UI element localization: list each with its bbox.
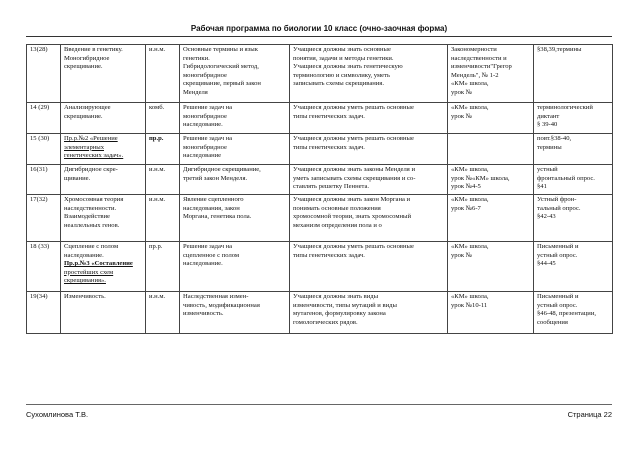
- cell-line: наследование: [183, 152, 222, 160]
- cell-type: [146, 165, 180, 195]
- cell-line: моногибридное: [183, 71, 227, 79]
- cell-line: Письменный и: [537, 243, 579, 250]
- cell-text: 18 (33): [30, 243, 50, 250]
- cell-line: щивание.: [64, 174, 91, 182]
- cell-concepts: [180, 103, 290, 134]
- cell-num: [27, 134, 61, 165]
- cell-topic: [61, 45, 146, 103]
- cell-line: урок №: [451, 112, 473, 120]
- cell-line: Моргана, генетика пола.: [183, 213, 252, 221]
- page-header-title: Рабочая программа по биологии 10 класс (очно-заочная форма): [190, 24, 448, 33]
- cell-line: изменчивости, типы мутаций и виды: [293, 301, 397, 309]
- cell-line: термины: [537, 143, 562, 151]
- cell-text: 15 (30): [30, 135, 50, 142]
- cell-concepts: [180, 134, 290, 165]
- cell-line: Гибридологический метод,: [183, 63, 259, 71]
- cell-line: Анализирующее: [64, 104, 111, 111]
- cell-line: Решение задач на: [183, 104, 233, 111]
- cell-line: понятия, задачи и методы генетики.: [293, 54, 394, 62]
- cell-line: Учащиеся должны уметь решать основные: [293, 243, 414, 250]
- cell-type: [146, 242, 180, 292]
- table-row: [27, 134, 613, 165]
- cell-line: типы генетических задач.: [293, 112, 365, 120]
- cell-line: Учащиеся должны уметь решать основные: [293, 135, 414, 142]
- cell-num: [27, 292, 61, 334]
- cell-line: Учащиеся должны уметь решать основные: [293, 104, 414, 111]
- cell-line: уметь записывать схемы скрещивания и со-: [293, 174, 416, 182]
- cell-form: [448, 134, 534, 165]
- cell-line: устный: [537, 166, 558, 173]
- cell-line: терминологический: [537, 104, 593, 111]
- cell-line: мутагенов, формулировку закона: [293, 310, 386, 318]
- cell-line: моногибридное: [183, 112, 227, 120]
- cell-type: [146, 292, 180, 334]
- cell-line: Явление сцепленного: [183, 196, 244, 203]
- cell-line: записывать схемы скрещивания.: [293, 80, 384, 88]
- cell-text: 13(28): [30, 46, 48, 53]
- cell-line: § 39-40: [537, 121, 558, 129]
- cell-line: изменчивости"Грегор: [451, 63, 512, 71]
- cell-line: Закономерности: [451, 46, 497, 53]
- cell-line: скрещивание.: [64, 63, 103, 71]
- cell-line: Учащиеся должны знать закон Моргана и: [293, 196, 411, 203]
- cell-line: §42-43: [537, 213, 556, 221]
- cell-line: Взаимодействие: [64, 213, 110, 221]
- cell-line: Дигибридное скре-: [64, 166, 118, 173]
- cell-line: «КМ» школа,: [451, 243, 489, 250]
- cell-line: Хромосомная теория: [64, 196, 124, 203]
- cell-hw: [534, 195, 613, 242]
- cell-text: и.н.м.: [149, 293, 166, 300]
- cell-line: наследование.: [183, 121, 223, 129]
- cell-line: наследование.: [183, 260, 223, 268]
- cell-form: [448, 195, 534, 242]
- footer-author: Сухомлинова Т.В.: [26, 410, 89, 419]
- cell-reqs: [290, 195, 448, 242]
- cell-reqs: [290, 134, 448, 165]
- cell-hw: [534, 242, 613, 292]
- cell-line: типы генетических задач.: [293, 251, 365, 259]
- cell-line: моногибридное: [183, 143, 227, 151]
- cell-text: 17(32): [30, 196, 48, 203]
- cell-line: фронтальный опрос.: [537, 174, 595, 182]
- cell-line: гомологических рядов.: [293, 318, 358, 326]
- cell-text: комб.: [149, 104, 165, 111]
- cell-line: Учащиеся должны знать генетическую: [293, 63, 403, 71]
- cell-line: §41: [537, 183, 547, 191]
- cell-line: хромосомной теории, знать хромосомный: [293, 213, 412, 221]
- cell-form: [448, 103, 534, 134]
- cell-text: и.н.м.: [149, 196, 166, 203]
- cell-text: пр.р.: [149, 135, 164, 142]
- cell-topic: [61, 242, 146, 292]
- cell-line: Устный фрон-: [537, 196, 577, 203]
- cell-hw: [534, 134, 613, 165]
- cell-num: [27, 242, 61, 292]
- cell-concepts: [180, 45, 290, 103]
- cell-topic: [61, 134, 146, 165]
- cell-reqs: [290, 45, 448, 103]
- cell-hw: [534, 292, 613, 334]
- cell-line: устный опрос.: [537, 301, 578, 309]
- cell-line: тальный опрос.: [537, 204, 581, 212]
- cell-line: §44-45: [537, 260, 556, 268]
- cell-line: урок №: [451, 251, 473, 259]
- cell-hw: [534, 45, 613, 103]
- cell-form: [448, 292, 534, 334]
- cell-line: скрещивание.: [64, 112, 103, 120]
- cell-line: «КМ» школа,: [451, 293, 489, 300]
- cell-line: Менделя: [183, 88, 208, 96]
- cell-line: типы генетических задач.: [293, 143, 365, 151]
- cell-form: [448, 165, 534, 195]
- cell-line: урок №: [451, 88, 473, 96]
- cell-reqs: [290, 292, 448, 334]
- cell-concepts: [180, 165, 290, 195]
- cell-line: наследование.: [64, 251, 104, 259]
- cell-concepts: [180, 242, 290, 292]
- cell-line: простейших схем: [64, 268, 114, 276]
- cell-line: понимать основные положения: [293, 204, 381, 212]
- cell-line: Введение в генетику.: [64, 46, 123, 53]
- cell-line: сцепленное с полом: [183, 251, 240, 259]
- cell-topic: [61, 165, 146, 195]
- cell-text: пр.р.: [149, 243, 163, 250]
- cell-reqs: [290, 165, 448, 195]
- cell-line: повт.§38-40,: [537, 135, 572, 142]
- cell-line: §46-48, презентации,: [537, 310, 596, 318]
- cell-type: [146, 103, 180, 134]
- table-row: [27, 242, 613, 292]
- cell-num: [27, 195, 61, 242]
- cell-line: механизм определения пола и о: [293, 221, 382, 229]
- cell-line: урок №6-7: [451, 204, 481, 212]
- cell-text: 16(31): [30, 166, 48, 173]
- cell-line: скрещивание, первый закон: [183, 80, 261, 88]
- cell-concepts: [180, 195, 290, 242]
- table-row: [27, 195, 613, 242]
- cell-line: изменчивость.: [183, 310, 224, 318]
- cell-line: наследственности и: [451, 54, 507, 62]
- cell-topic: [61, 195, 146, 242]
- cell-line: терминологию и символику, уметь: [293, 71, 390, 79]
- cell-line: генетических задач».: [64, 152, 124, 160]
- cell-line: Моногибридное: [64, 54, 110, 62]
- cell-num: [27, 103, 61, 134]
- cell-line: Пр.р.№3 «Составление: [64, 260, 133, 268]
- cell-line: скрещивания».: [64, 277, 106, 285]
- cell-line: Изменчивость.: [64, 293, 106, 300]
- cell-line: Решение задач на: [183, 135, 233, 142]
- cell-reqs: [290, 103, 448, 134]
- cell-line: урок №4-5: [451, 183, 481, 191]
- table-row: [27, 292, 613, 334]
- cell-line: «КМ» школа,: [451, 196, 489, 203]
- cell-line: ставлять решетку Пеннета.: [293, 183, 370, 191]
- cell-line: урок №10-11: [451, 301, 488, 309]
- cell-text: 19(34): [30, 293, 48, 300]
- cell-line: неаллельных генов.: [64, 221, 120, 229]
- cell-line: Решение задач на: [183, 243, 233, 250]
- footer-page-number: Страница 22: [567, 410, 612, 419]
- cell-topic: [61, 292, 146, 334]
- table-row: [27, 45, 613, 103]
- cell-line: наследственности.: [64, 204, 117, 212]
- cell-concepts: [180, 292, 290, 334]
- cell-form: [448, 242, 534, 292]
- curriculum-table: [26, 44, 613, 334]
- cell-hw: [534, 103, 613, 134]
- cell-line: Сцепление с полом: [64, 243, 119, 250]
- cell-text: 14 (29): [30, 104, 50, 111]
- cell-form: [448, 45, 534, 103]
- cell-line: Письменный и: [537, 293, 579, 300]
- cell-line: Наследственная измен-: [183, 293, 249, 300]
- cell-line: элементарных: [64, 143, 104, 151]
- cell-text: и.н.м.: [149, 166, 166, 173]
- cell-line: генетики.: [183, 54, 210, 62]
- cell-line: «КМ» школа,: [451, 166, 489, 173]
- cell-reqs: [290, 242, 448, 292]
- cell-line: Основные термины и язык: [183, 46, 258, 53]
- cell-line: Дигибридное скрещивание,: [183, 166, 261, 173]
- cell-line: урок №«КМ» школа,: [451, 174, 510, 182]
- cell-topic: [61, 103, 146, 134]
- cell-line: Учащиеся должны знать законы Менделя и: [293, 166, 415, 173]
- cell-line: устный опрос.: [537, 251, 578, 259]
- cell-type: [146, 134, 180, 165]
- cell-line: сообщения: [537, 318, 568, 326]
- table-row: [27, 165, 613, 195]
- cell-num: [27, 45, 61, 103]
- cell-num: [27, 165, 61, 195]
- cell-type: [146, 45, 180, 103]
- footer-rule: [26, 404, 612, 405]
- cell-line: Пр.р.№2 «Решение: [64, 135, 118, 142]
- cell-line: наследования, закон: [183, 204, 240, 212]
- cell-line: диктант: [537, 112, 560, 120]
- table-row: [27, 103, 613, 134]
- cell-hw: [534, 165, 613, 195]
- cell-line: чивость, модификационная: [183, 301, 260, 309]
- cell-line: «КМ» школа,: [451, 104, 489, 111]
- cell-line: третий закон Менделя.: [183, 174, 248, 182]
- cell-line: Учащиеся должны знать виды: [293, 293, 379, 300]
- cell-line: Мендель", № 1-2: [451, 71, 499, 79]
- cell-type: [146, 195, 180, 242]
- cell-line: §38,39,термины: [537, 46, 582, 53]
- cell-line: «КМ» школа,: [451, 80, 489, 88]
- cell-line: Учащиеся должны знать основные: [293, 46, 391, 53]
- cell-text: и.н.м.: [149, 46, 166, 53]
- header-rule: [26, 36, 612, 37]
